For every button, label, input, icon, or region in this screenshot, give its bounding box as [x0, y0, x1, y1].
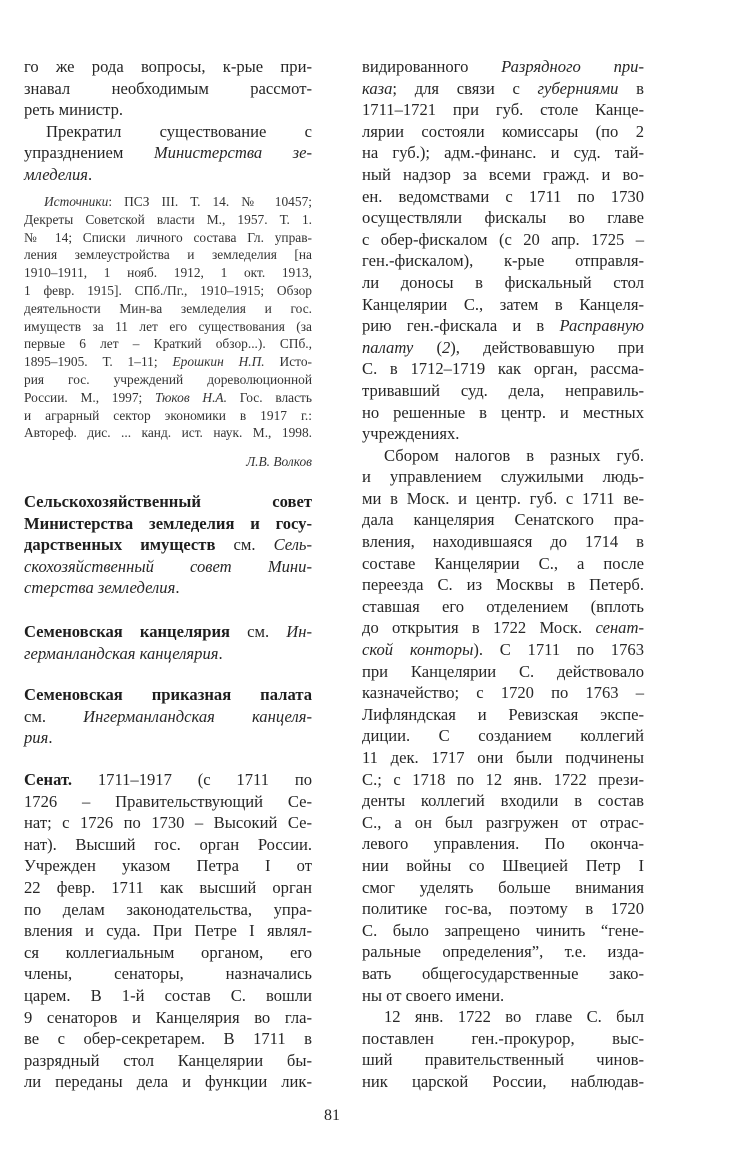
text-run: ен. ведомствами с 1711 по 1730 [362, 186, 644, 206]
text-line [24, 899, 312, 921]
text-run: рию ген.-фискала и в [362, 316, 560, 336]
text-line [24, 335, 312, 353]
text-run: : ПСЗ III. Т. 14. № 10457; [108, 194, 312, 209]
sources-list [24, 193, 312, 442]
text-line [24, 424, 312, 442]
headword: дарственных имуществ [24, 535, 216, 555]
text-run: 1726 – Правительствующий Се- [24, 791, 312, 811]
text-line [362, 639, 644, 661]
text-run: по делам законодательства, упра- [24, 899, 312, 919]
text-line [24, 300, 312, 318]
text-run: 22 февр. 1711 как высший орган [24, 877, 312, 897]
text-line [362, 920, 644, 942]
text-line [362, 164, 644, 186]
text-run: ген.-фискалом), к-рые отправля- [362, 251, 644, 271]
text-run: до открытия в 1722 Моск. [362, 618, 596, 638]
text-line [362, 207, 644, 229]
text-run: и аграрный сектор экономики в 1917 г.: [24, 407, 312, 423]
text-line [24, 942, 312, 964]
text-line [24, 643, 312, 665]
text-line [362, 250, 644, 272]
text-line [362, 790, 644, 812]
text-line [24, 727, 312, 749]
text-line [362, 833, 644, 855]
text-run: С. было запрещено чинить “гене- [362, 920, 644, 940]
headword: Сельскохозяйственный совет [24, 492, 312, 511]
text-line [362, 445, 644, 467]
text-line [24, 121, 312, 143]
text-run: нии войны со Швецией Петр I [362, 855, 644, 875]
text-run: . [48, 728, 53, 748]
text-run: 1711–1721 при губ. столе Канце- [362, 100, 644, 120]
text-run: смог уделять больше внимания [362, 877, 644, 897]
text-line [24, 56, 312, 78]
italic-reference: Тюков Н.А. [155, 389, 227, 405]
text-line [362, 617, 644, 639]
text-run: вления, находившаяся до 1714 в [362, 532, 644, 552]
text-run: ( [413, 337, 442, 357]
text-line [362, 358, 644, 380]
text-run: см. [24, 706, 84, 726]
text-line [24, 282, 312, 300]
text-line [362, 337, 644, 359]
text-line [24, 1028, 312, 1050]
text-run: № 14; Списки личного состава Гл. управ- [24, 229, 312, 245]
text-run: но решенные в центр. и местных [362, 402, 644, 422]
text-run: ставшая его отделением (вплоть [362, 596, 644, 616]
text-run: переезда С. из Москвы в Петерб. [362, 575, 644, 595]
text-line [24, 855, 312, 877]
text-run: вления и суда. При Петре I являл- [24, 921, 312, 941]
text-run: . [218, 643, 223, 663]
text-line [362, 963, 644, 985]
text-line [362, 553, 644, 575]
text-line [24, 834, 312, 856]
text-run: учреждениях. [362, 424, 460, 444]
text-line [362, 877, 644, 899]
text-line [24, 1050, 312, 1072]
text-run: Канцелярии С., затем в Канцеля- [362, 294, 644, 314]
text-run: с обер-фискалом (с 20 апр. 1725 – [362, 229, 644, 249]
text-run: члены, сенаторы, назначались [24, 964, 312, 984]
text-line [24, 318, 312, 336]
text-line [24, 164, 312, 186]
text-line [24, 229, 312, 247]
text-run: С.; с 1718 по 12 янв. 1722 прези- [362, 769, 644, 789]
text-run: 1910–1911, 1 нояб. 1912, 1 окт. 1913, [24, 265, 312, 281]
text-run: С., а он был разгружен от отрас- [362, 812, 644, 832]
text-run: Учрежден указом Петра I от [24, 856, 312, 876]
text-run: 11 дек. 1717 они были подчинены [362, 748, 644, 767]
italic-reference: Сель- [273, 535, 313, 555]
text-line [362, 294, 644, 316]
text-run: знавал необходимым рассмот- [24, 78, 312, 98]
text-run: ), действовавшую при [450, 337, 644, 357]
text-run: политике гос-ва, поэтому в 1720 [362, 899, 644, 919]
text-line [24, 621, 312, 643]
text-run: ший правительственный чинов- [362, 1050, 644, 1070]
text-run: упразднением [24, 143, 154, 163]
italic-reference: 2 [441, 337, 451, 357]
text-run: ся коллегиальным органом, его [24, 942, 312, 962]
text-line [362, 769, 644, 791]
text-line [362, 855, 644, 877]
text-run: ). С 1711 по 1763 [473, 640, 644, 660]
text-line [362, 574, 644, 596]
text-line [362, 531, 644, 553]
text-run: 1895–1905. Т. 1–11; [24, 354, 173, 370]
text-run: Автореф. дис. ... канд. ист. наук. М., 1998. [24, 425, 312, 441]
text-line [362, 78, 644, 100]
text-run: Лифляндская и Ревизская экспе- [362, 704, 644, 724]
text-line [24, 142, 312, 164]
text-line [24, 193, 312, 211]
text-line [24, 920, 312, 942]
text-line [362, 941, 644, 963]
text-run: ральные определения”, т.е. изда- [362, 942, 644, 962]
text-run: и управлением служилыми людь- [362, 467, 644, 487]
text-run: ; для связи с [392, 78, 538, 98]
text-run: 9 сенаторов и Канцелярия во гла- [24, 1007, 312, 1027]
text-line [24, 1007, 312, 1029]
italic-reference: Министерства зе- [153, 143, 312, 163]
headword: Сенат. [24, 770, 73, 789]
text-run: реть министр. [24, 100, 124, 120]
text-run: ления землеустройства и земледелия [на [24, 247, 312, 263]
text-line [362, 56, 644, 78]
italic-reference: палату [362, 337, 414, 357]
text-run: рия гос. учреждений дореволюционной [24, 371, 312, 387]
text-run: ны от своего имени. [362, 985, 505, 1005]
text-line [362, 1028, 644, 1050]
entry-senat [24, 769, 312, 1093]
text-line [24, 353, 312, 371]
text-line [362, 747, 644, 769]
text-line [24, 791, 312, 813]
text-run: 12 янв. 1722 во главе С. был [384, 1007, 644, 1027]
text-line [362, 704, 644, 726]
text-run: 1 февр. 1915]. СПб./Пг., 1910–1915; Обзор [24, 282, 312, 298]
text-line [362, 725, 644, 747]
text-run: вать общегосударственные зако- [362, 963, 644, 983]
text-line [24, 513, 312, 535]
text-line [24, 963, 312, 985]
text-run: см. [230, 622, 287, 641]
text-line [362, 466, 644, 488]
text-run: Исто- [264, 354, 312, 370]
text-run: С. в 1712–1719 как орган, рассма- [362, 359, 644, 379]
text-line [362, 229, 644, 251]
italic-reference: сенат- [595, 618, 644, 638]
italic-reference: стерства земледелия [24, 578, 176, 598]
text-run: составе Канцелярии С., а после [362, 553, 644, 573]
text-run: тривавший суд. дела, неправиль- [362, 380, 644, 400]
text-line [24, 877, 312, 899]
text-line [362, 186, 644, 208]
text-line [362, 812, 644, 834]
headword: Семеновская приказная палата [24, 685, 312, 704]
entry-semenovskaya-prikaznaya-palata [24, 684, 312, 749]
text-line [24, 706, 312, 728]
text-run: деятельности Мин-ва земледелия и гос. [24, 300, 312, 316]
headword: Министерства земледелия и госу- [24, 513, 312, 533]
text-run: ник царской России, наблюдав- [362, 1071, 644, 1091]
text-run: Сбором налогов в разных губ. [384, 445, 644, 465]
italic-reference: ской конторы [362, 640, 474, 660]
text-line [362, 898, 644, 920]
text-run: диции. С созданием коллегий [362, 726, 644, 746]
text-run: первые 6 лет – Краткий обзор...). СПб., [24, 336, 312, 352]
text-line [24, 491, 312, 513]
text-line [24, 534, 312, 556]
text-run: в [618, 78, 644, 98]
text-line [362, 1006, 644, 1028]
text-line [24, 264, 312, 282]
text-run: видированного [362, 57, 502, 76]
headword: Семеновская канцелярия [24, 622, 231, 641]
text-line [24, 371, 312, 389]
italic-reference: Расправную [559, 316, 644, 336]
text-run: Декреты Советской власти М., 1957. Т. 1. [24, 211, 312, 227]
text-line [362, 142, 644, 164]
text-line [362, 509, 644, 531]
entry-semenovskaya-kantselyariya [24, 621, 312, 664]
text-run: осуществляли фискалы во главе [362, 208, 644, 228]
text-run: ли доносы в фискальный стол [362, 272, 644, 292]
text-run: ве с обер-секретарем. В 1711 в [24, 1029, 312, 1049]
text-line [24, 211, 312, 229]
text-run: 1711–1917 (с 1711 по [72, 770, 312, 789]
text-run: нат; с 1726 по 1730 – Высокий Се- [24, 813, 312, 833]
text-line [24, 99, 312, 121]
text-line [362, 423, 644, 445]
text-run: России. М., 1997; [24, 389, 156, 405]
text-line [362, 985, 644, 1007]
text-line [24, 407, 312, 425]
text-line [362, 682, 644, 704]
text-run: поставлен ген.-прокурор, выс- [362, 1028, 644, 1048]
text-run: ли переданы дела и функции лик- [24, 1072, 312, 1092]
text-run: Гос. власть [226, 389, 312, 405]
text-run: на губ.); адм.-финанс. и суд. тай- [362, 143, 644, 163]
italic-reference: мледелия [24, 164, 88, 184]
italic-reference: губерниями [537, 78, 619, 98]
text-run: ный надзор за всеми гражд. и во- [362, 164, 644, 184]
text-line [24, 1071, 312, 1093]
text-run: разрядный стол Канцелярии бы- [24, 1050, 312, 1070]
italic-reference: каза [362, 78, 393, 98]
italic-reference: Разрядного при- [501, 57, 644, 76]
text-run: имуществ за 11 лет его существования (за [24, 318, 312, 334]
text-run: ми в Моск. и центр. губ. с 1711 ве- [362, 488, 644, 508]
text-run: Прекратил существование с [46, 121, 312, 141]
text-line [24, 78, 312, 100]
text-line [362, 1071, 644, 1093]
italic-reference: германландская канцелярия [24, 643, 219, 663]
italic-reference: Ингерманландская канцеля- [83, 706, 312, 726]
text-run: левого управления. По оконча- [362, 834, 644, 854]
text-line [362, 488, 644, 510]
text-run: . [175, 578, 180, 598]
text-line [362, 315, 644, 337]
page-number: 81 [324, 1107, 340, 1124]
text-run: при Канцелярии С. действовало [362, 661, 644, 681]
text-run: . [88, 164, 93, 184]
italic-reference: рия [24, 728, 49, 748]
text-line [362, 121, 644, 143]
entry-selskokhozyaystvenny-sovet [24, 491, 312, 599]
text-run: денты коллегий входили в состав [362, 791, 644, 811]
text-line [362, 272, 644, 294]
text-line [362, 596, 644, 618]
text-line [24, 769, 312, 791]
text-run: лярии состояли комиссары (по 2 [362, 121, 644, 141]
text-line [24, 577, 312, 599]
text-run: го же рода вопросы, к-рые при- [24, 57, 312, 76]
text-line [24, 556, 312, 578]
italic-reference: скохозяйственный совет Мини- [24, 556, 312, 576]
author-signature: Л.В. Волков [246, 454, 312, 469]
text-run: дала канцелярия Сенатского пра- [362, 510, 644, 530]
text-line [362, 402, 644, 424]
text-line [24, 684, 312, 706]
text-line [24, 246, 312, 264]
right-column-text [362, 56, 644, 1093]
text-line [362, 661, 644, 683]
intro-paragraphs [24, 56, 312, 186]
italic-reference: Ин- [286, 622, 312, 641]
text-line [362, 1049, 644, 1071]
text-run: см. [215, 535, 274, 555]
text-run: нат). Высший гос. орган России. [24, 834, 312, 854]
italic-reference: Источники [44, 194, 109, 209]
text-line [24, 389, 312, 407]
text-line [362, 99, 644, 121]
text-line [24, 985, 312, 1007]
text-line [24, 812, 312, 834]
text-run: царем. В 1-й состав С. вошли [24, 985, 312, 1005]
text-line [362, 380, 644, 402]
text-run: казначейство; с 1720 по 1763 – [362, 683, 644, 703]
italic-reference: Ерошкин Н.П. [172, 354, 265, 370]
